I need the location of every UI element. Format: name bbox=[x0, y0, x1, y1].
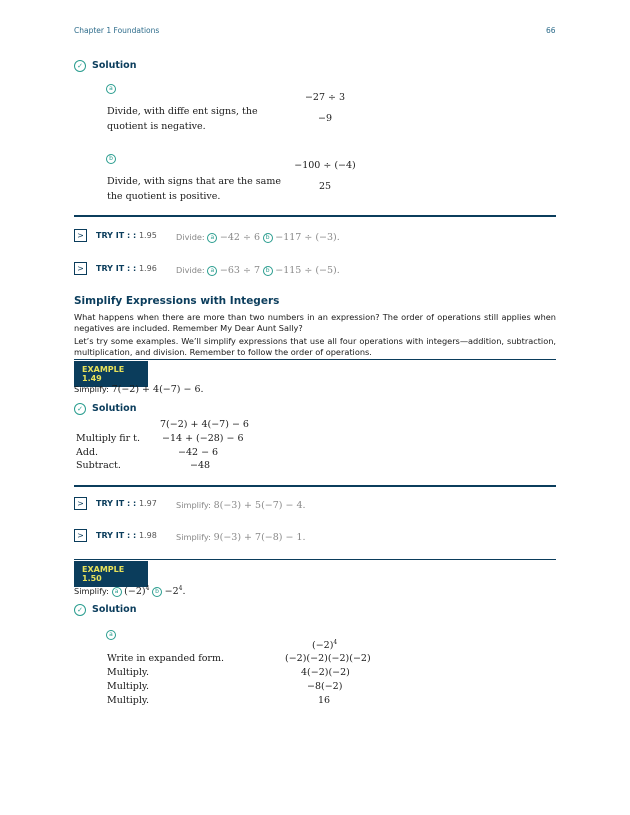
step-text: Divide, with diffe ent signs, the quotient is negative. bbox=[107, 106, 258, 132]
chapter-header: Chapter 1 Foundations bbox=[74, 26, 160, 35]
try-it-problem: Divide: a −42 ÷ 6 b −117 ÷ (−3). bbox=[176, 232, 340, 243]
example-rule bbox=[74, 559, 556, 560]
try-it-problem: Divide: a −63 ÷ 7 b −115 ÷ (−5). bbox=[176, 265, 340, 276]
math-expression: −100 ÷ (−4) bbox=[294, 160, 356, 171]
step-row: Multiply. −8(−2) bbox=[107, 681, 343, 692]
example-rule bbox=[74, 359, 556, 360]
part-a-marker: a bbox=[106, 624, 116, 643]
step-row: Multiply. 4(−2)(−2) bbox=[107, 667, 350, 678]
check-circle-icon: ✓ bbox=[74, 604, 86, 616]
check-circle-icon: ✓ bbox=[74, 60, 86, 72]
example-label: EXAMPLE 1.49 bbox=[74, 361, 148, 387]
part-a-marker: a bbox=[106, 78, 116, 97]
part-b-marker: b bbox=[106, 148, 116, 167]
example-prompt: Simplify: 7(−2) + 4(−7) − 6. bbox=[74, 384, 204, 395]
step-text: Divide, with signs that are the same the quotient is positive. bbox=[107, 176, 281, 202]
math-expression: −27 ÷ 3 bbox=[304, 92, 346, 103]
section-title: Simplify Expressions with Integers bbox=[74, 295, 280, 307]
step-row: Subtract. −48 bbox=[76, 460, 211, 471]
solution-heading: Solution bbox=[92, 403, 137, 414]
page-number: 66 bbox=[546, 26, 556, 35]
example-label: EXAMPLE 1.50 bbox=[74, 561, 148, 587]
section-divider bbox=[74, 485, 556, 487]
solution-steps bbox=[76, 419, 296, 473]
paragraph: What happens when there are more than two numbers in an expression? The order of operations still applies when negatives are included. Remember My Dear Aunt Sally? bbox=[74, 312, 556, 333]
chevron-right-icon[interactable]: > bbox=[74, 229, 87, 242]
chevron-right-icon[interactable]: > bbox=[74, 497, 87, 510]
try-it-problem: Simplify: 9(−3) + 7(−8) − 1. bbox=[176, 532, 306, 543]
chevron-right-icon[interactable]: > bbox=[74, 262, 87, 275]
solution-heading: Solution bbox=[92, 604, 137, 615]
math-expression: −9 bbox=[317, 113, 332, 124]
solution-steps bbox=[107, 637, 387, 709]
try-it-label: TRY IT : : 1.96 bbox=[96, 264, 157, 273]
try-it-label: TRY IT : : 1.97 bbox=[96, 499, 157, 508]
section-divider bbox=[74, 215, 556, 217]
paragraph: Let’s try some examples. We’ll simplify expressions that use all four operations with integers—addition, subtraction, multiplication, and division. Remember to follow the order of operations. bbox=[74, 336, 556, 357]
step-row: Add. −42 − 6 bbox=[76, 447, 219, 458]
solution-heading: Solution bbox=[92, 60, 137, 71]
step-row: Multiply. 16 bbox=[107, 695, 331, 706]
step-row: Write in expanded form. (−2)(−2)(−2)(−2) bbox=[107, 653, 371, 664]
try-it-label: TRY IT : : 1.98 bbox=[96, 531, 157, 540]
math-expression: 25 bbox=[318, 181, 332, 192]
step-row: 7(−2) + 4(−7) − 6 bbox=[160, 419, 249, 430]
chevron-right-icon[interactable]: > bbox=[74, 529, 87, 542]
try-it-problem: Simplify: 8(−3) + 5(−7) − 4. bbox=[176, 500, 306, 511]
try-it-label: TRY IT : : 1.95 bbox=[96, 231, 157, 240]
step-row: Multiply fir t. −14 + (−28) − 6 bbox=[76, 433, 244, 444]
step-row: $(-2)^4$ bbox=[312, 639, 338, 652]
check-circle-icon: ✓ bbox=[74, 403, 86, 415]
example-prompt: Simplify: a $(-2)^4$ $b -2^4$. bbox=[74, 585, 186, 598]
